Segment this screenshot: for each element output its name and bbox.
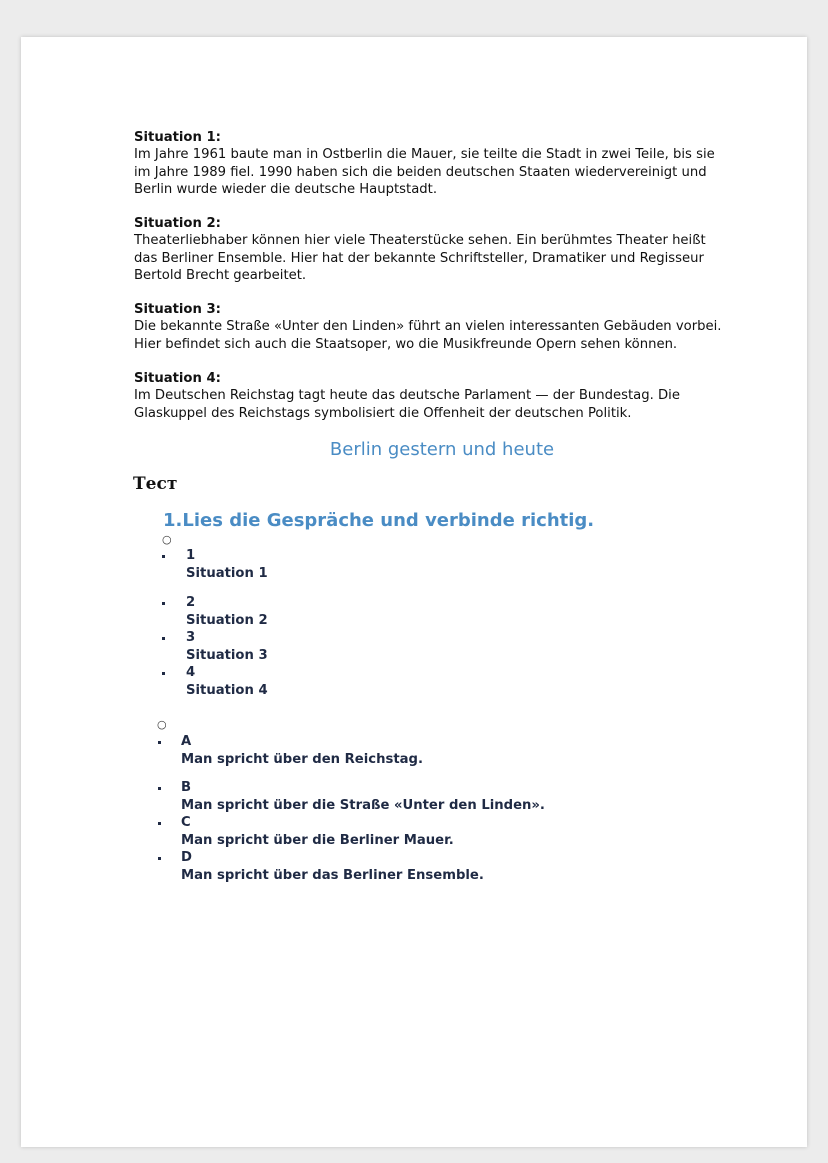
task-heading: 1.Lies die Gespräche und verbinde richtig. (163, 510, 595, 531)
bullet-icon (162, 637, 165, 640)
situation-1 (134, 129, 754, 198)
text-line: im Jahre 1989 fiel. 1990 haben sich die beiden deutschen Staaten wiedervereinigt und (134, 164, 707, 180)
bullet-icon (158, 741, 161, 744)
list-item: D Man spricht über das Berliner Ensemble. (181, 850, 484, 883)
text-line: Im Deutschen Reichstag tagt heute das deutsche Parlament — der Bundestag. Die (134, 388, 680, 404)
bullet-icon (158, 787, 161, 790)
text-line: Theaterliebhaber können hier viele Theaterstücke sehen. Ein berühmtes Theater heißt (134, 233, 706, 249)
list-item: C Man spricht über die Berliner Mauer. (181, 815, 454, 848)
situation-2 (134, 215, 754, 284)
situation-heading: Situation 4: (134, 371, 221, 386)
document-title: Berlin gestern und heute (329, 439, 555, 460)
bullet-icon (162, 555, 165, 558)
list-circle-marker: ○ (157, 718, 167, 731)
situation-heading: Situation 2: (134, 216, 221, 231)
bullet-icon (162, 672, 165, 675)
bullet-icon (158, 822, 161, 825)
text-line: Bertold Brecht gearbeitet. (134, 267, 307, 283)
document-page (21, 37, 807, 1147)
situation-4 (134, 370, 754, 422)
list-item: A Man spricht über den Reichstag. (181, 734, 423, 767)
text-line: Glaskuppel des Reichstags symbolisiert die Offenheit der deutschen Politik. (134, 405, 632, 421)
bullet-icon (162, 602, 165, 605)
text-line: Im Jahre 1961 baute man in Ostberlin die Mauer, sie teilte die Stadt in zwei Teile, bis sie (134, 147, 715, 163)
text-line: Hier befindet sich auch die Staatsoper, wo die Musikfreunde Opern sehen können. (134, 336, 678, 352)
list-item: 3 Situation 3 (186, 630, 268, 663)
text-line: Berlin wurde wieder die deutsche Hauptstadt. (134, 181, 438, 197)
list-item: 4 Situation 4 (186, 665, 268, 698)
list-item: B Man spricht über die Straße «Unter den Linden». (181, 780, 545, 813)
situation-heading: Situation 1: (134, 130, 221, 145)
text-line: Die bekannte Straße «Unter den Linden» führt an vielen interessanten Gebäuden vorbei. (134, 319, 722, 335)
list-item: 2 Situation 2 (186, 595, 268, 628)
list-item: 1 Situation 1 (186, 548, 268, 581)
situation-heading: Situation 3: (134, 302, 221, 317)
test-label: Тест (133, 474, 178, 494)
list-circle-marker: ○ (162, 533, 172, 546)
bullet-icon (158, 857, 161, 860)
text-line: das Berliner Ensemble. Hier hat der bekannte Schriftsteller, Dramatiker und Regisseur (134, 250, 704, 266)
situation-3 (134, 301, 754, 353)
